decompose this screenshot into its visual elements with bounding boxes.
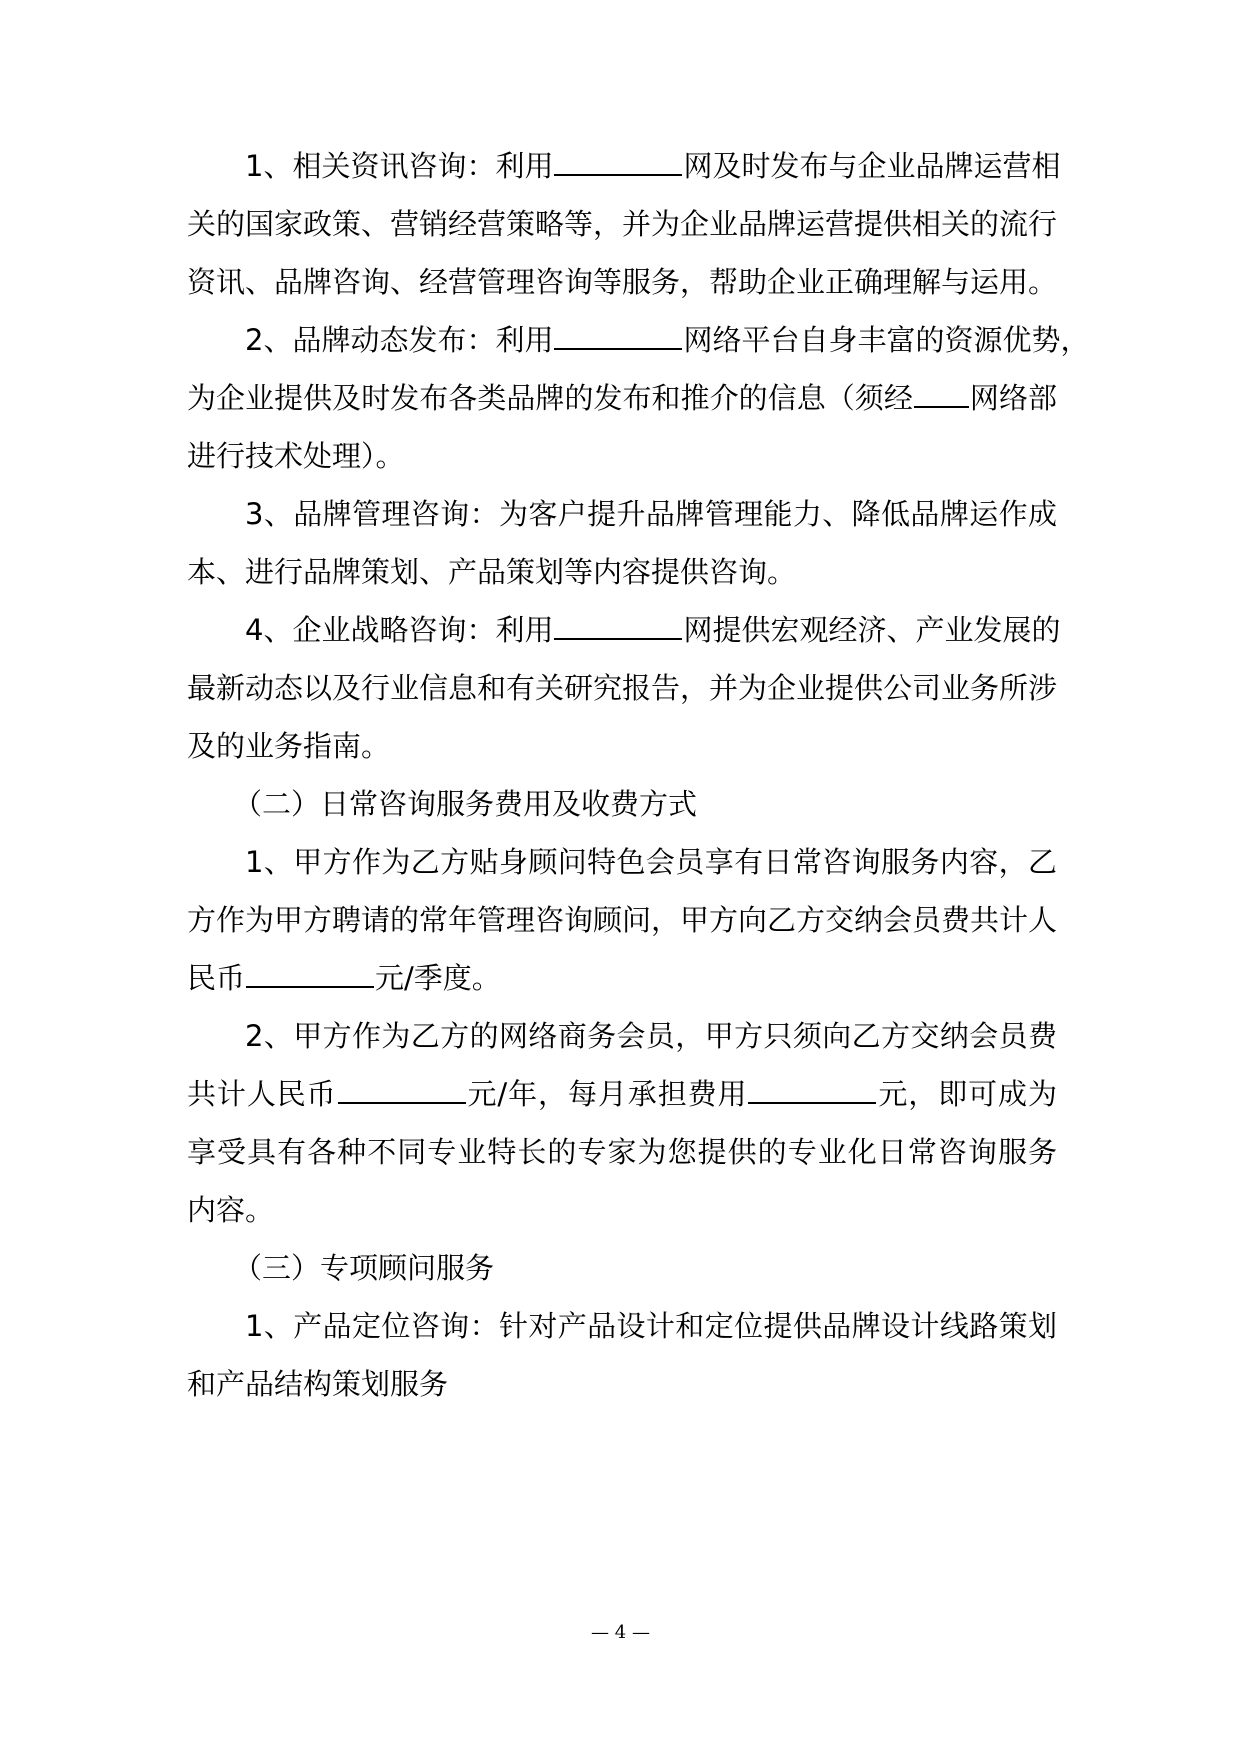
paragraph-4-line-2: 最新动态以及行业信息和有关研究报告，并为企业提供公司业务所涉: [187, 671, 1058, 705]
paragraph-4-line-3: 及的业务指南。: [187, 729, 391, 763]
paragraph-7-line-1: 1、产品定位咨询：针对产品设计和定位提供品牌设计线路策划: [245, 1309, 1057, 1343]
fill-in-blank: [554, 146, 682, 176]
text: 2、品牌动态发布：利用: [245, 323, 554, 357]
section-heading-2: （二）日常咨询服务费用及收费方式: [233, 787, 698, 821]
paragraph-1-line-1: [245, 146, 1061, 186]
paragraph-6-line-3: 享受具有各种不同专业特长的专家为您提供的专业化日常咨询服务: [187, 1135, 1057, 1169]
paragraph-6-line-2: [187, 1074, 1057, 1114]
fill-in-blank: [748, 1074, 876, 1104]
text: 共计人民币: [187, 1077, 337, 1111]
paragraph-3-line-2: 本、进行品牌策划、产品策划等内容提供咨询。: [187, 555, 797, 589]
text: 元/年，每月承担费用: [466, 1077, 748, 1111]
paragraph-6-line-1: 2、甲方作为乙方的网络商务会员，甲方只须向乙方交纳会员费: [245, 1019, 1057, 1053]
text: 元，即可成为: [877, 1077, 1057, 1111]
fill-in-blank: [246, 958, 374, 988]
text: 网提供宏观经济、产业发展的: [683, 613, 1061, 647]
paragraph-1-line-3: 资讯、品牌咨询、经营管理咨询等服务，帮助企业正确理解与运用。: [187, 265, 1058, 299]
text: 民币: [187, 961, 246, 995]
paragraph-6-line-4: 内容。: [187, 1193, 275, 1227]
fill-in-blank: [914, 378, 969, 408]
paragraph-7-line-2: 和产品结构策划服务: [187, 1367, 449, 1401]
fill-in-blank: [554, 610, 682, 640]
text: 网络部: [969, 381, 1057, 415]
text: 网络平台自身丰富的资源优势，: [683, 323, 1090, 357]
section-heading-3: （三）专项顾问服务: [233, 1251, 495, 1285]
text: 4、企业战略咨询：利用: [245, 613, 554, 647]
paragraph-3-line-1: 3、品牌管理咨询：为客户提升品牌管理能力、降低品牌运作成: [245, 497, 1057, 531]
paragraph-2-line-2: [187, 378, 1057, 418]
paragraph-2-line-1: [245, 320, 1090, 360]
paragraph-5-line-1: 1、甲方作为乙方贴身顾问特色会员享有日常咨询服务内容，乙: [245, 845, 1057, 879]
text: 为企业提供及时发布各类品牌的发布和推介的信息（须经: [187, 381, 913, 415]
paragraph-5-line-2: 方作为甲方聘请的常年管理咨询顾问，甲方向乙方交纳会员费共计人: [187, 903, 1058, 937]
page-number: — 4 —: [591, 1622, 650, 1643]
text: 1、相关资讯咨询：利用: [245, 149, 554, 183]
paragraph-1-line-2: 关的国家政策、营销经营策略等，并为企业品牌运营提供相关的流行: [187, 207, 1058, 241]
paragraph-4-line-1: [245, 610, 1061, 650]
fill-in-blank: [554, 320, 682, 350]
paragraph-5-line-3: [187, 958, 1057, 998]
fill-in-blank: [338, 1074, 466, 1104]
paragraph-2-line-3: 进行技术处理）。: [187, 439, 405, 473]
text: 元/季度。: [375, 961, 501, 995]
text: 网及时发布与企业品牌运营相: [683, 149, 1061, 183]
